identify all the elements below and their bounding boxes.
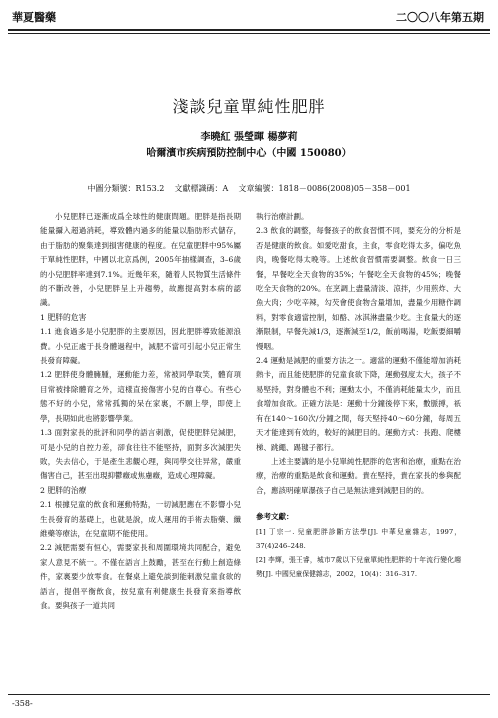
header-rule-thin: [8, 33, 490, 34]
classification-line: 中圖分類號：R153.2 文獻標識碼：A 文章編號：1818－0086(2008)05－358－001: [87, 184, 411, 193]
page-number: -358-: [12, 699, 33, 708]
body-paragraph: 2.1 根據兒童的飲食和運動特點，一切減肥應在不影響小兒生長發育的基礎上，也就是說，成人運用的手術去脂藥、纖維藥等療法，在兒童期不能使用。: [40, 500, 241, 538]
authors: 李曉紅 張瑩暉 楊夢莉: [200, 132, 298, 143]
body-paragraph: 2.2 減肥需要有恒心，需要家長和周圍環境共同配合，避免家人意見不統一。不僅在語言上鼓勵，甚至在行動上創造條件，家裏要少放零食。在餐桌上避免談到能刺激兒童食欲的語言，提倡平衡飲食，按兒童有利健康生長發育來指導飲食。要與孩子一道共同: [40, 543, 241, 610]
reference-item: [1] 丁宗一. 兒童肥胖診斷方法學[J]. 中華兒童雜志，1997，37(4)246–248.: [256, 527, 461, 550]
body-paragraph: 2.3 飲食的調整，每餐孩子的飲食習慣不同，要充分的分析是否是健康的飲食。如愛吃甜食，主食，零食吃得太多，偏吃魚肉，晚餐吃得太晚等。上述飲食習慣需要調整。飲食一日三餐，早餐吃全天食物的35%；午餐吃全天食物的45%；晚餐吃全天食物的20%。在烹調上盡量清淡、涼拌，少用煎炸、大魚大肉；少吃辛辣，勾芡會使食物含量增加，盡量少用糖作調料，對零食適當控制，如酪、冰淇淋盡量少吃。主食量大的逐漸限制，早餐先減1/3，逐漸減至1/2，飯前喝湯，吃飯要細嚼慢咽。: [256, 226, 461, 351]
body-paragraph: 上述主要講的是小兒單純性肥胖的危害和治療，重點在治療，治療的重點是飲食和運動。貴在堅持，貴在家長的參與配合，應該明確單瀑孩子自己是無法達到減肥目的的。: [256, 456, 461, 495]
references-heading: 參考文獻：: [256, 512, 294, 522]
body-paragraph: 執行治療計劃。: [256, 212, 309, 221]
body-paragraph: 2.4 運動是減肥的重要方法之一。適當的運動不僅能增加消耗熱卡，而且能使肥胖的兒童食欲下降，運動强度太大，孩子不易堅持，對身體也不利；運動太小，不僅消耗能量太少，而且食增加食欲。正確方法是：運動十分鐘後停下來，數脈搏，祇有在140～160次/分鐘之間，每天堅持40～60分鐘，每周五天才能達到有效的，較好的減肥目的。運動方式：長跑、爬樓梯、跳繩、踢毽子都行。: [256, 356, 461, 452]
issue-label: 二〇〇八年第五期: [396, 11, 484, 24]
reference-item: [2] 李輝，張王睿，城市7歲以下兒童單純性肥胖的十年流行變化趨勢[J]. 中國兒童保健雜志，2002，10(4)：316–317.: [256, 555, 461, 578]
body-paragraph: 小兒肥胖已逐漸成爲全球性的健康問題。肥胖是指長期能量攝入超過消耗，導致體内過多的能量以脂肪形式儲存，由于脂肪的聚集達到損害健康的程度。在兒童肥胖中95%屬于單純性肥胖，中國以北京爲例，2005年抽樣調查，3–6歲的小兒肥胖率達到7.1%。近幾年來，隨着人民物質生活條件的不斷改善，小兒肥胖呈上升趨勢，故應提高對本病的認識。: [40, 212, 241, 308]
body-paragraph: 1.1 進食過多是小兒肥胖的主要原因，因此肥胖導致能源浪費。小兒正處于長身體過程中，減肥不當可引起小兒正常生長發育障礙。: [40, 327, 241, 366]
journal-name: 華夏醫藥: [12, 11, 56, 24]
article-title: 淺談兒童單純性肥胖: [172, 97, 326, 116]
right-column: [256, 210, 461, 581]
running-header: [0, 0, 498, 37]
affiliation: 哈爾濱市疾病預防控制中心（中國 150080）: [146, 148, 352, 159]
footer-rule: [8, 694, 490, 695]
section-heading: 1 肥胖的危害: [40, 312, 87, 322]
body-paragraph: 1.3 面對家長的批評和同學的語言刺激，促使肥胖兒減肥，可是小兒的自控力差，卻食往往不能堅持，面對多次減肥失敗，失去信心，于是產生悲觀心理，與同學交往异常，嚴重傷害自己，甚至出現抑鬱癥或焦慮癥，造成心理障礙。: [40, 428, 241, 481]
section-heading: 2 肥胖的治療: [40, 485, 87, 495]
body-paragraph: 1.2 肥胖使身體臃腫，運動能力差，常被同學取笑，體育項目常被排除體育之外，這樣直接傷害小兒的自尊心。有些心態不好的小兒，常常孤獨的呆在家裏，不願上學，即使上學，長期如此也將影響學業。: [40, 370, 241, 423]
header-rule: [8, 29, 490, 31]
left-column: [40, 210, 241, 613]
